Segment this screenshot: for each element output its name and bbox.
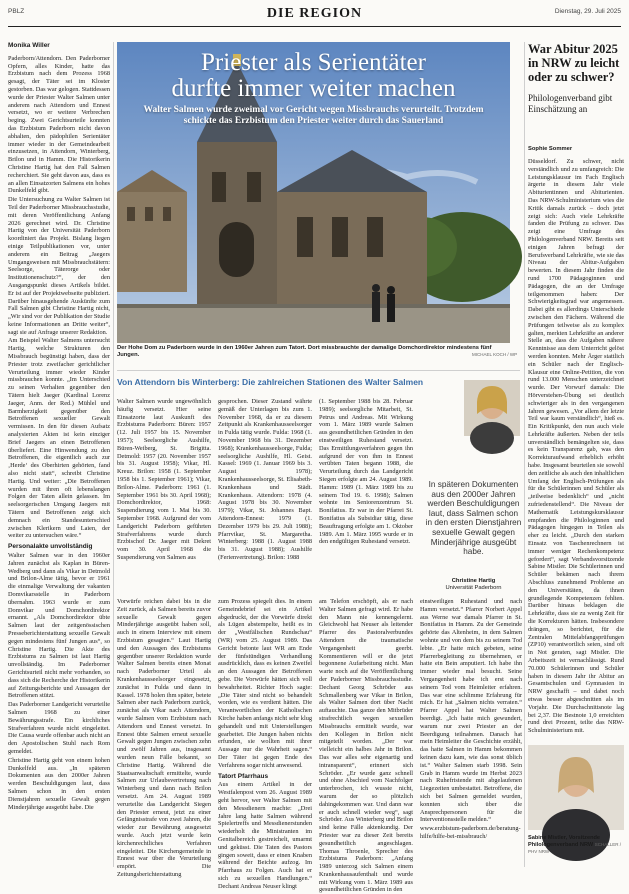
paragraph: Christine Hartig geht von einem hohen Dunkelfeld aus. „In späteren Dokumenten aus den 2000er Jahren werden Beschuldigungen laut, dass Salmen schon in den ersten Dienstjahren sexuelle Gewalt gegen Minderjährige ausgeübt habe. Die <box>8 756 110 811</box>
paragraph: gesprochen. Dieser Zustand währte gemäß der Unterlagen bis zum 1. November 1968, da er zu diesem Zeitpunkt als Krankenhausseelsorger in Fulda tätig wurde. Fulda: 1968 (1. November 1968 bis 31. Dezember 1968); Krankenhausseelsorge, Fulda; seelsorgliche Aushilfe, Hl. Geist. Kassel: 1969 (1. Januar 1969 bis 3. August 1978); Krankenhausseelsorge, St. Elisabeth-Krankenhaus und Städt. Krankenhaus. Attendorn: 1978 (4. August 1978 bis 30. November 1979); Vikar, St. Johannes Bapt. Attendorn-Ennest: 1979 (1. Dezember 1979 bis 29. Juli 1988); Pfarrvikar, St. Margaretha. Winterberg: 1988 (1. August 1988 bis 31. August 1988); Aushilfe (Ferienvertretung). Brilon: 1988 <box>218 398 312 561</box>
article-column-1 <box>8 42 110 867</box>
paragraph: Vorwürfe reichen dabei bis in die Zeit zurück, als Salmen bereits zuvor sexuelle Gewalt gegen Minderjährige ausgeübt haben soll, auch in einem Interview mit einem Erzbistum gesagten.“ Laut Hartig und den Aussagen des Erzbistums gegenüber unserer Redaktion wurde Walter Salmen bereits einen Monat nach Paderborner Urteil als Krankenhausseelsorger eingesetzt, zunächst in Fulda und dann in Kassel. 1978 holen ihm später, betete Salmen aber nach Paderborn zurück, zunächst als Vikar nach Attendorn, wurde Salmen vom Erzbistum nach Attendorn und Ennest versetzt. In Ennest übte Salmen erneut sexuelle Gewalt gegen Jungen zwischen zehn und zwölf Jahren aus, insgesamt wurden neun Fälle bekannt, so Christine Hartig. Während die Staatsanwaltschaft ermittelte, wurde Salmen zur Urlaubsvertretung nach Winterberg und dann nach Brilon versetzt. Am 24. August 1989 verurteilte das Landgericht Siegen den Priester erneut, jetzt zu einer Gefängnisstrafe von zwei Jahren, die wieder zur Bewährung ausgesetzt wurde. Auch jetzt wurde kein kirchenrechtliches Verfahren eingeleitet. Die Kirchengemeinde in Ennest war über die Verurteilung empört. Die Zeitungsberichterstattung <box>117 598 212 878</box>
subheadline: Walter Salmen wurde zweimal vor Gericht wegen Missbrauchs verurteilt. Trotzdem schickte das Erzbistum den Priester weiter durch das Sauerland <box>143 105 484 126</box>
paragraph: Walter Salmen wurde ungewöhnlich häufig versetzt. Hier seine Einsatzorte laut Auskunft des Erzbistums Paderborn: Büren: 1957 (12. Juli 1957 bis 15. November 1957); Seelsorgliche Aushilfe, Büren-Weiberg, St. Brigitta. Detmold: 1957 (20. November 1957 bis 31. August 1958); Vikar, Hl. Kreuz. Brilon: 1958 (1. September 1958 bis 1. September 1961); Vikar, Brilon-Alme. Paderborn: 1961 (1. September 1961 bis 30. April 1968); Domchordirektor, 1968: Suspendierung vom 1. Mai bis 30. September 1968. Aufgrund der vom Landgericht Paderborn geführten Strafverfahrens wurde durch Erzbischof Dr. Jaeger mit Dekret vom 30. April 1968 die Suspendierung von Salmen aus <box>117 398 211 561</box>
side-article-headline: War Abitur 2025 in NRW zu leicht oder zu schwer? <box>528 42 620 84</box>
side-article-subheadline: Philologenverband gibt Einschätzung an <box>528 93 613 114</box>
hero-image <box>117 42 510 343</box>
help-link[interactable]: www.erzbistum-paderborn.de/beratung-hilfe/hilfe-bei-missbrauch/ <box>420 825 521 840</box>
quote-attribution <box>425 578 522 592</box>
paragraph: Paderborn/Attendorn. Den Paderborner Opfern, alles Kinder, hatte das Erzbistum nach dem Prozess 1968 gesagt, der Täter sei im Kloster gestorben. Das war gelogen. Stattdessen wurde der Priester Walter Salmen unter anderem nach Attendorn und Ennest versetzt, wo er weitere Verbrechen beging. Zwei Gerichtsurteile konnten das Erzbistum Paderborn nicht davon abhalten, den pädophilen Serientäter immer wieder in der Gemeindearbeit einzusetzen, in Attendorn, Winterberg, Brilon und in Hamm. Die Historikerin Christine Hartig hat den Fall Salmen recherchiert. Sie geht davon aus, dass es an allen Einsatzorten Salmens ein hohes Dunkelfeld gibt. <box>8 54 110 195</box>
mistler-portrait <box>528 745 624 830</box>
image-caption: Der Hohe Dom zu Paderborn wurde in den 1960er Jahren zum Tatort. Dort missbrauchte der damalige Domchordirektor mindestens fünf Jungen. <box>117 345 492 358</box>
paragraph: zum Prozess spiegelt dies. In einem Gemeindebrief sei ein Artikel abgedruckt, der die Vorwürfe direkt als Lügen abstempelte, heißt es in der „Westfälischen Rundschau“ (WR) vom 25. August 1989. Das Gericht betonte laut WR am Ende der fünfstündigen Verhandlung ausdrücklich, dass es keinen Zweifel an den Aussagen der Betroffenen gebe. Die Vorwürfe hätten sich voll bewahrheitet. Richter Hoch sagte: „Die Täter sind nicht so behandelt worden, wie es verdient hätten. Die Verantwortlichen der Katholischen Kirche haben anfangs nicht sehr klug gehandelt und mit Unterstellungen gearbeitet. Die Jungen haben nichts erfunden, sie wollten mit ihrer Aussage nur die Wahrheit sagen.“ Der Täter ist gegen Ende des Verfahrens sogar nicht anwesend. <box>218 598 312 769</box>
paragraph: Aus einem Artikel in der Westfalenpost vom 26. August 1989 geht hervor, wer Walter Salmen mit den Messdienern machte: „Drei Jahre lang hatte Salmen während Spielertreffs und Messdienerstunden wiederholt die Ministranten im Genitalbereich gestreichelt, umarmt und geküsst. Die Taten des Pastors gingen soweit, dass er einen Knaben während der Beichte aufzog. Im Pfarrhaus zu Folgen. Auch hat er sich zu sexuellen Handlungen.“ Dechant Andreas Neuser klingt <box>218 781 312 890</box>
info-box-column <box>218 398 312 563</box>
page-header <box>8 4 621 27</box>
section-rule <box>117 370 520 371</box>
paragraph: Am Beispiel Walter Salmens untersucht Hartig, welche Strukturen den Missbrauch begünstigt haben, dass der Priester trotz zweifacher gerichtlicher Verurteilung immer wieder Kinder missbrauchen konnte. „Im Unterschied zu seinen Verhalten gegenüber den Tätern hielt Jaeger (Kardinal Lorenz Jaeger, Anm. der Red.) Mühlel und Barmherzigkeit gegenüber den Betroffenen sexueller Gewalt vermissen. In den für diesen Aufsatz analysierten Akten ist kein einziger Brief Jaegers an einen Betroffenen überliefert. Eine Hinwendung zu den Betroffenen, die eigentlich auch zur ‚Herde‘ des Oberhirten gehörten, fand also nicht statt“, schreibt Christine Hartig. Und weiter: „Die Betroffenen wurden mit ihren oft lebenslangen Folgen der Taten allein gelassen. Im seelsorgerischen Umgang Jaegers mit Tätern und Betroffenen zeigt sich demnach ein Standesunterschied zwischen Klerikern und Laien, der weiter zu untersuchen wäre.“ <box>8 337 110 540</box>
quote-name: Christine Hartig <box>451 578 496 584</box>
info-box-heading: Von Attendorn bis Winterberg: Die zahlreichen Stationen des Walter Salmen <box>117 377 424 387</box>
issue-date: Dienstag, 29. Juli 2025 <box>554 8 621 15</box>
info-box-column <box>117 398 211 563</box>
subheading: Tatort Pfarrhaus <box>218 772 269 780</box>
article-column-2 <box>117 598 212 878</box>
section-title: DIE REGION <box>266 6 363 21</box>
photo-credit: MICHAEL KOCH / WP <box>472 352 518 357</box>
caption-credit: SCHALLER / PHV NRW <box>528 841 621 854</box>
side-article-author: Sophie Sommer <box>528 146 573 152</box>
portrait-icon <box>528 745 624 830</box>
paragraph: Düsseldorf. Zu schwer, nicht verständlich und zu umfangreich: Die Leistungsklausur im Fach Englisch ärgerte in diesem Jahr viele Abiturientinnen und Abiturienten. Das NRW-Schulministerium wies die Kritik damals zurück – doch jetzt zeigt sich: Auch viele Lehrkräfte fanden die Prüfung zu schwer. Das zeigt eine Umfrage des Philologenverband NRW. Bereits seit einigen Jahren befragt der Berufsverband Lehrkräfte, wie sie das Niveau der Abitur-Aufgaben bewerten. In diesem Jahr finden die rund 1700 Pädagoginnen und Pädagogen, die an der Umfrage teilgenommen haben: Der Schwierigkeitsgrad war angemessen. Dabei gibt es allerdings Unterschiede zwischen den Fächern. Während die Prüfungen teilweise als zu komplex galten, merkten Lehrkräfte an anderer Stelle an, dass die Aufgaben nähere Kenntnisse aus dem Unterricht gelöst werden konnten. Mehr Ärger stattlich ein Schüler nach der Englisch-Klausur eine Online-Petition, die von rund 13.000 Menschen unterzeichnet wurde. Der Vorwurf damals: Die Hörverstehen-Übung sei deutlich schwieriger als in den vergangenen Jahren gewesen. „Vor allem der letzte Teil war kaum verständlich“, hieß es. Ein Kritikpunkt, den nun auch viele Lehrkräfte äußerten. Neben der teils unverständlich bemängelten sie, dass es kein Transparenz gab, was den Korrekturaufwand erheblich erhöht habe. Insgesamt beurteilen sie sowohl den zeitliche als auch den inhaltlichen Umfang der Englisch-Prüfungen als für die Schülerinnen und Schüler als „teilweise bedenklich“ und „nicht zufriedenstellend“. Die Niveau der Mathematik Leistungskursklausur empfanden die Philologinnen und Pädagogen hingegen in Teilen als eher zu leicht. „Durch den starken Einsatz von Taschenrechnern ist immer weniger Rechenkompetenz gefordert“, sagt Verbandsvorsitzende Sabine Mistler. Die Schülerinnen und Schüler bekämen nach ihrem Abschluss zunehmend Probleme an den Universitäten, da ihnen grundlegende Kompetenzen fehlten. Darüber hinaus beklagen die Lehrkräfte, dass sie zu wenig Zeit für die Korrekturen hätten. Insbesondere drängen, so berichtet, für die Zentralen Mittelabfangsprüfungen (ZP10) verantwortlich seien, sind oft in Not geraten, sagt Mistler. Die Arbeitszeit ist vernachlässigt. Rund 70.000 Schülerinnen und Schüler haben in diesem Jahr ihr Abitur an Gesamtschulen und Gymnasien in NRW geschafft – und dabei noch etwas besser abgeschnitten als im Vorjahr. Die Durchschnittsnote lag bei 2,37. Die Bestnote 1,0 erreichten rund drei Prozent, teilte das NRW-Schulministerium mit. <box>528 158 624 735</box>
paragraph: einstweiligen Ruhestand und nach Hamm versetzt.“ Pfarrer Norbert Appel aus Werne war damals Pfarrer in St. Bonifatius in Hamm. Zu der Gemeinde gehörte das Altenheim, in dem Salmen wohnte und von dem bis zu seinem Tod lebte. „Er hatte mich gebeten, seine Pfarrerbegleitung zu übernehmen, er hatte ein Bein amputiert. Ich habe ihn immer wieder mal besucht. Seine Vergangenheit habe ich erst nach seinem Tod vom Heimleiter erfahren. Das war eine schlimme Erfahrung für mich. Er hat „Salmen nichts verraten.“ Pfarrer Appel hat Walter Salmen beerdigt. „Ich hatte mich gewundert, warum nur zwei Priester an der Beerdigung teilnahmen. Danach hat mein Heimleiter die Geschichte erzählt, das hatte Salmen in Hamm bekommen keinen dazu kam, wie das sonst üblich ist.“ Walter Salmen starb 1998. Sein Grab in Hamm wurde im Herbst 2023 nach Ruhefristende mit abgelaufenen Liegezeiten umbestattet. Betroffene, die sich bei Salmen gemeldet wurden, konnten sich über die Ansprechpersonen für die Interventionsstelle melden.“ <box>420 598 522 824</box>
page-marker: PBLZ <box>8 8 25 15</box>
headline <box>117 50 510 102</box>
article-column-4 <box>319 598 413 894</box>
quote-role: Universität Paderborn <box>445 585 502 591</box>
side-article-body <box>528 158 624 741</box>
headline-line-2: durfte immer weiter machen <box>171 75 456 102</box>
paragraph: am Telefon erschöpft, als er nach Walter Salmen gefragt wird. Er habe den Mann nie kennengelernt. Gleichwohl hat Neuser als leitender Pfarrer des Pastoralverbundes Attendorn die traumatische Vergangenheit geerbt. Kommentieren will er die jetzt begonnene Aufarbeitung nicht. Man warte noch auf die Veröffentlichung der Paderborner Missbrauchsstudie. Dechant Georg Schröder aus Schmallenberg war Vikar in Brilon, als Walter Salmen dort über Nacht auftauchte. Das ganze den Mitbrüder strafrechtlich wegen sexuellen Missbrauchs ermittelt wurde, war den Kollegen in Brilon nicht mitgeteilt worden. „Der war vielleicht ein halbes Jahr in Brilon. Das war alles sehr eigenartig und intransparent“, erinnert sich Schröder. „Er wurde ganz schnell und ohne Abschied vom Nachfolger unterbrochen, ich wusste nicht, warum der so plötzlich dahingekommen war. Und dann war er auch schnell wieder weg“, sagt Schröder. Aus Winterberg und Brilon sind keine Fälle aktenkundig. Der Priester war zu dieser Zeit bereits gesundheitlich angeschlagen. Thomas Throenle, Sprecher des Erzbistums Paderborn: „Anfang 1989 unterzog sich Salmen einem Krankenhausaufenthalt und wurde mit Wirkung vom 1. März 1989 aus gesundheitlichen Gründen in den <box>319 598 413 894</box>
portrait-icon <box>464 380 520 436</box>
paragraph: Das Paderborner Landgericht verurteilte Salmen 1968 zu einer Bewährungsstrafe. Ein kirchliches Strafverfahren wurde nicht eingeleitet. Die Causa wurde offenbar auch nicht an den Apostolischen Stuhl nach Rom gemeldet. <box>8 701 110 755</box>
article-column-3 <box>218 598 312 890</box>
column-divider <box>113 42 114 867</box>
paragraph: (1. September 1988 bis 28. Februar 1989); seelsorgliche Mitarbeit, St. Petrus und Andreas. Mit Wirkung vom 1. März 1989 wurde Salmen aus gesundheitlichen Gründen in den einstweiligen Ruhestand versetzt. Das Ermittlungsverfahren gegen ihn aufgrund der von ihm in Ennest verübten Taten begann 1988, die Verurteilung durch das Landgericht Siegen erfolgte am 24. August 1989. Hamm: 1989 (1. März 1989 bis zu seinem Tod 19. 6. 1998); Salmen wohnte im Seniorenzentrum St. Bonifatius. Er war in der Pfarrei St. Bonifatius als Subsidiar tätig, diese Beauftragung erfolgte am 1. Oktober 1989. Am 1. März 1995 wurde er in den endgültigen Ruhestand versetzt. <box>319 398 413 546</box>
column-divider <box>524 42 525 867</box>
side-photo-caption <box>528 835 624 855</box>
info-box-column <box>319 398 413 563</box>
pull-quote: In späteren Dokumenten aus den 2000er Jahren werden Beschuldigungen laut, dass Salmen schon in den ersten Dienstjahren sexuelle Gewalt gegen Minderjährige ausgeübt habe. <box>425 480 522 557</box>
paragraph: Die Untersuchung zu Walter Salmen ist Teil der Paderborner Missbrauchsstudie, mit deren Veröffentlichung Anfang 2026 gerechnet wird. Dr. Christine Hartig von der Universität Paderborn koordiniert das Projekt. Bislang liegen einige Teilpublikationen vor, unter anderem ein Beitrag „Jaegers Umgangsweisen mit Missbrauchstätern: Seelsorge, Täterorge oder Institutionenschutz?“, der den Ausgangspunkt dieses Artikels bildet. Er ist auf der Projektwebseite publiziert. Darüber hinausgehende Auskünfte zum Fall Salmen gibt Christine Hartig nicht, „Wir sind vor der Publikation der Studie keine Informationen an Dritte weiter“, sagt sie auf Anfrage unserer Redaktion. <box>8 196 110 336</box>
article-author: Monika Willer <box>8 42 50 49</box>
caption-text: Sabine Mistler, Vorsitzende Philologenverband NRW <box>528 835 601 848</box>
article-column-5 <box>420 598 522 868</box>
subheading: Personalakte unvollständig <box>8 543 93 551</box>
paragraph: Walter Salmen war in den 1960er Jahren zunächst als Kaplan in Büren-Wedberg und dann als Vikar in Detmold und Brilon-Alme tätig, bevor er 1961 die einmalige Verwaltung der vakanten Domvikarsstelle in Paderborn übernahm. 1963 wurde er zum Domvikar und Domchordirektor ernannt. „Als Domchordirektor übte Salmen laut der zeitgenössischen Presseberichterstattung sexuelle Gewalt gegen mindestens fünf Jungen aus“, so Christine Hartig. Die Akte des Erzbistums zu Salmen ist laut Hartig unvollständig. Im Paderborner Gerichtsurteil nicht mehr vorhanden, so dass sich die Recherche der Historikerin auf Zeitungsberichte und Aussagen der Betroffenen stützt. <box>8 552 110 700</box>
hartig-portrait <box>464 380 520 436</box>
headline-line-1: Priester als Serientäter <box>201 49 426 76</box>
